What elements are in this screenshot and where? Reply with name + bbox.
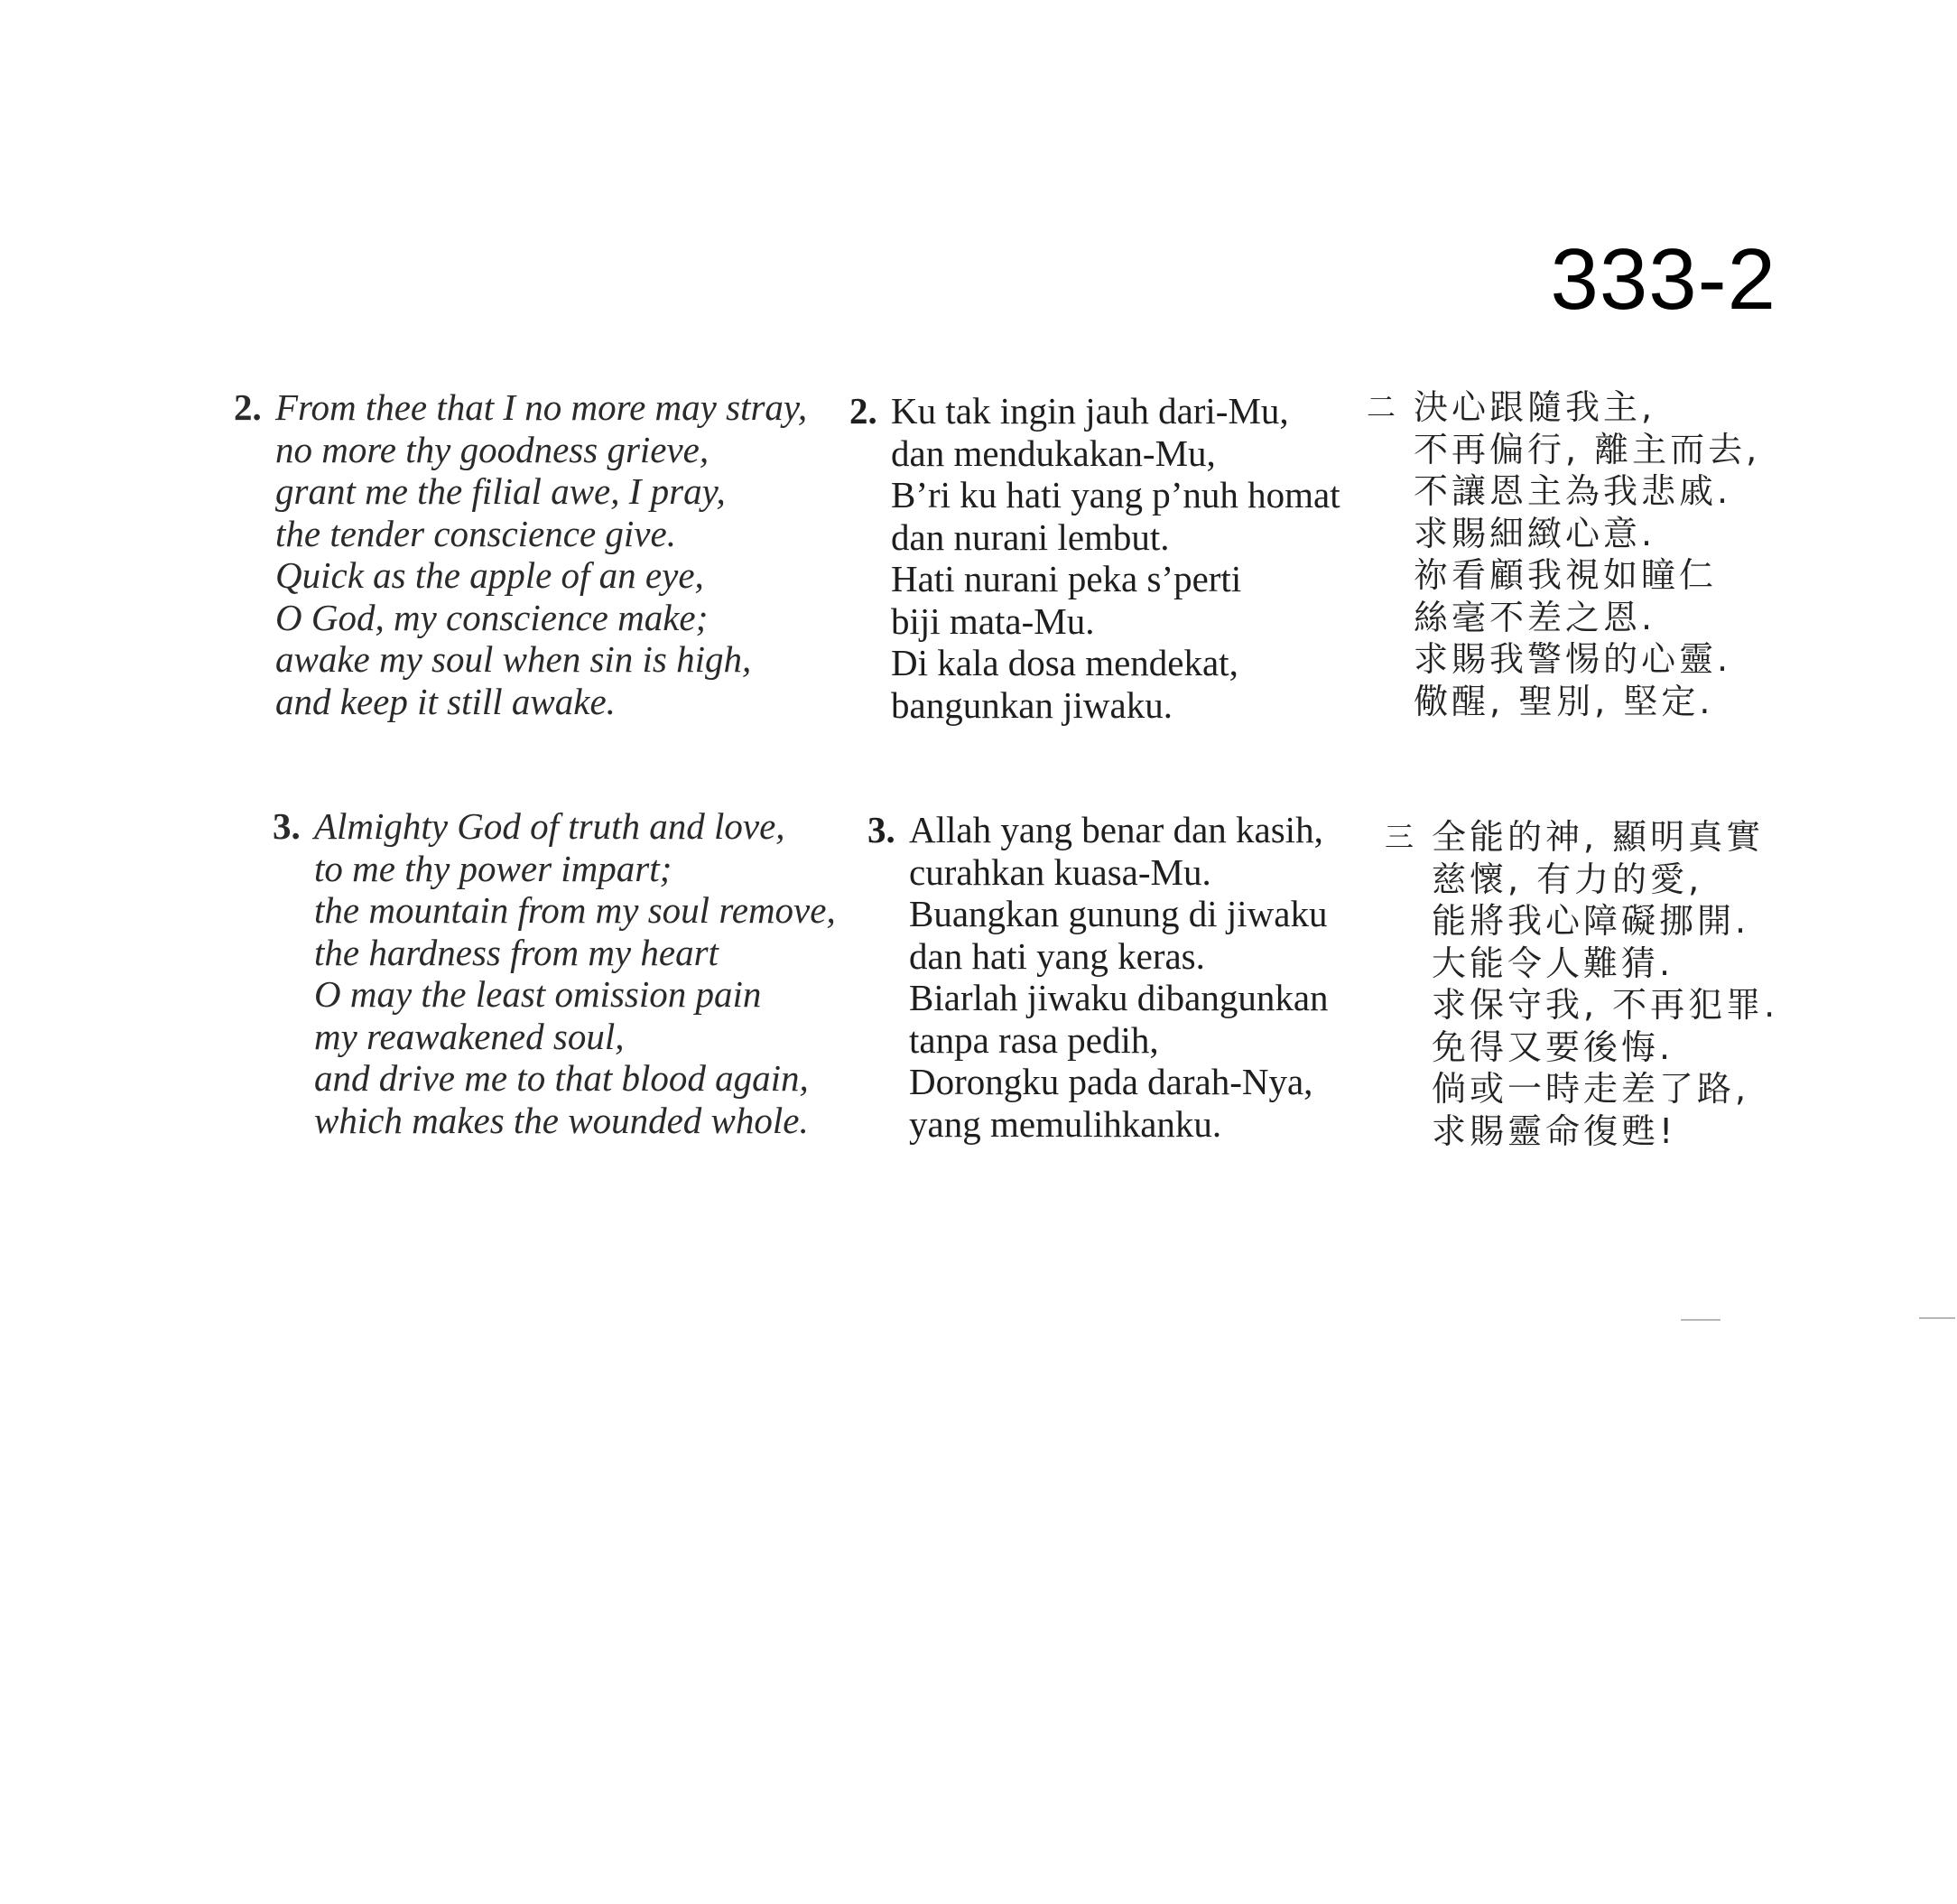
verse-line: Biarlah jiwaku dibangunkan — [909, 977, 1329, 1018]
verse-line: Dorongku pada darah-Nya, — [909, 1061, 1313, 1102]
verse-line: Ku tak ingin jauh dari-Mu, — [891, 390, 1289, 432]
verse-line: awake my soul when sin is high, — [275, 638, 752, 680]
verse-line: yang memulihkanku. — [909, 1102, 1222, 1145]
verse-line: bangunkan jiwaku. — [891, 683, 1173, 726]
verse-number: 三 — [1385, 820, 1418, 854]
verse-2-indonesian — [849, 390, 1340, 726]
scan-mark — [1919, 1317, 1955, 1319]
verse-number: 2. — [849, 390, 877, 432]
verse-line: the tender conscience give. — [275, 512, 676, 554]
verse-number: 2. — [234, 386, 262, 428]
verse-line: 求賜細緻心意. — [1414, 513, 1656, 553]
verse-number: 3. — [273, 805, 301, 847]
verse-line: 不再偏行, 離主而去, — [1414, 429, 1761, 469]
verse-line: which makes the wounded whole. — [314, 1099, 809, 1141]
verse-line: Di kala dosa mendekat, — [891, 642, 1238, 683]
verse-line: 求保守我, 不再犯罪. — [1432, 985, 1779, 1025]
verse-line: the hardness from my heart — [314, 931, 719, 973]
verse-line: Almighty God of truth and love, — [314, 805, 785, 847]
verse-line: 全能的神, 顯明真實 — [1432, 817, 1765, 857]
verse-line: to me thy power impart; — [314, 847, 672, 889]
scan-mark — [1681, 1319, 1720, 1321]
verse-line: 求賜我警惕的心靈. — [1414, 639, 1732, 679]
verse-line: 大能令人難猜. — [1432, 943, 1674, 983]
verse-line: grant me the filial awe, I pray, — [275, 470, 726, 512]
verse-line: 免得又要後悔. — [1432, 1026, 1674, 1067]
verse-line: 決心跟隨我主, — [1414, 387, 1656, 427]
verse-line: 求賜靈命復甦! — [1432, 1110, 1677, 1151]
verse-2-english — [234, 386, 808, 722]
verse-line: Allah yang benar dan kasih, — [909, 809, 1323, 850]
verse-line: no more thy goodness grieve, — [275, 428, 710, 470]
verse-line: 祢看顧我視如瞳仁 — [1414, 555, 1718, 595]
verse-line: O God, my conscience make; — [275, 596, 709, 638]
verse-line: 倘或一時走差了路, — [1432, 1069, 1750, 1109]
verse-line: 不讓恩主為我悲戚. — [1414, 471, 1732, 511]
verse-line: B’ri ku hati yang p’nuh homat — [891, 474, 1340, 515]
verse-line: tanpa rasa pedih, — [909, 1018, 1159, 1061]
verse-line: Buangkan gunung di jiwaku — [909, 893, 1328, 934]
verse-3-english — [273, 805, 836, 1141]
verse-line: Quick as the apple of an eye, — [275, 554, 704, 596]
hymn-number: 333-2 — [1550, 231, 1776, 328]
verse-line: and keep it still awake. — [275, 680, 616, 722]
verse-line: dan nurani lembut. — [891, 515, 1170, 558]
verse-line: From thee that I no more may stray, — [275, 386, 808, 428]
verse-number: 二 — [1367, 390, 1400, 424]
verse-line: dan mendukakan-Mu, — [891, 432, 1216, 474]
verse-line: 儆醒, 聖別, 堅定. — [1414, 681, 1714, 721]
verse-line: 絲毫不差之恩. — [1414, 597, 1656, 637]
verse-line: biji mata-Mu. — [891, 599, 1095, 642]
verse-line: and drive me to that blood again, — [314, 1057, 809, 1099]
verse-line: O may the least omission pain — [314, 973, 762, 1015]
verse-line: curahkan kuasa-Mu. — [909, 850, 1211, 893]
verse-line: dan hati yang keras. — [909, 934, 1205, 977]
verse-line: 慈懷, 有力的愛, — [1432, 859, 1703, 899]
verse-2-chinese — [1367, 386, 1761, 722]
verse-3-chinese — [1385, 816, 1779, 1152]
verse-line: 能將我心障礙挪開. — [1432, 901, 1750, 941]
verse-line: Hati nurani peka s’perti — [891, 558, 1242, 599]
verse-3-indonesian — [867, 809, 1329, 1145]
verse-line: my reawakened soul, — [314, 1015, 625, 1057]
verse-number: 3. — [867, 809, 895, 850]
verse-line: the mountain from my soul remove, — [314, 889, 836, 931]
